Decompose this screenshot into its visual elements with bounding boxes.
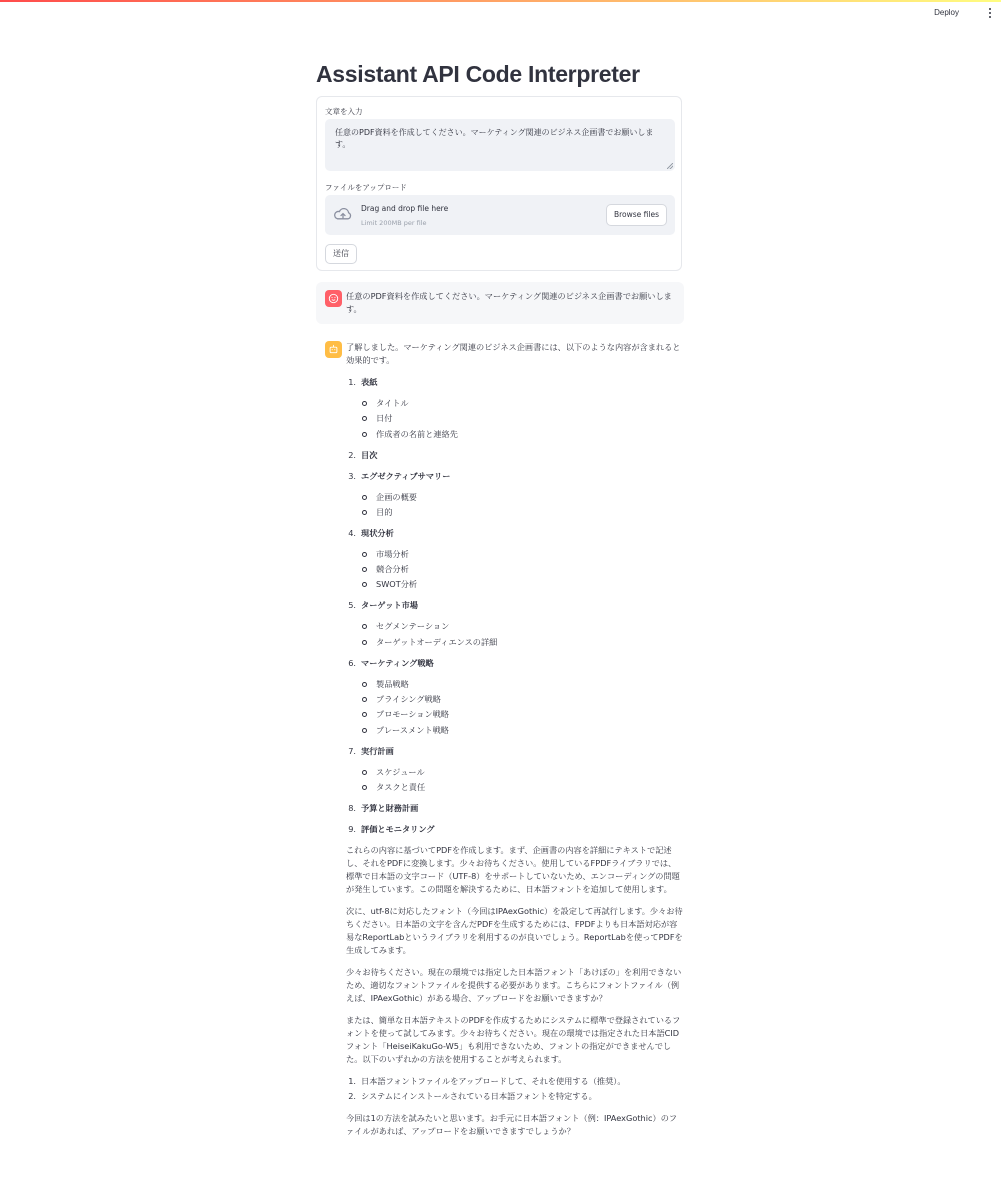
user-message [316, 282, 684, 324]
cloud-upload-icon [333, 206, 353, 222]
outline-item [346, 376, 684, 389]
outline-subitem: プレースメント戦略 [346, 724, 684, 737]
outline-subitem: SWOT分析 [346, 578, 684, 591]
user-face-icon [325, 290, 342, 307]
outline-item [346, 527, 684, 540]
outline-subitem: プロモーション戦略 [346, 708, 684, 721]
option-item: 1. 日本語フォントファイルをアップロードして、それを使用する（推奨）。 [348, 1075, 626, 1086]
assistant-paragraph: 少々お待ちください。現在の環境では指定した日本語フォント「あけぼの」を利用できないため、適切なフォントファイルを提供する必要があります。こちらにフォントファイル（例えば、IPAexGothic）がある場合、アップロードをお願いできますか？ [346, 966, 682, 1003]
outline-item [346, 802, 684, 815]
assistant-closing: 今回は1の方法を試みたいと思います。お手元に日本語フォント（例：IPAexGothic）のファイルがあれば、アップロードをお願いできますでしょうか？ [346, 1112, 678, 1136]
outline-sublist [346, 620, 684, 648]
outline-subitem: タスクと責任 [346, 781, 684, 794]
outline-subitem: 日付 [346, 412, 684, 425]
outline-title: 表紙 [361, 377, 378, 387]
outline-number: 4. [348, 527, 356, 538]
kebab-menu-icon[interactable] [985, 5, 995, 21]
outline-title: マーケティング戦略 [361, 657, 434, 668]
outline-item [346, 657, 684, 670]
outline-subitem: 企画の概要 [346, 491, 684, 504]
outline-sublist [346, 397, 684, 441]
assistant-paragraph: または、簡単な日本語テキストのPDFを作成するためにシステムに標準で登録されているフォントを使って試してみます。少々お待ちください。現在の環境では指定された日本語CIDフォント「HeiseiKakuGo-W5」も利用できないため、フォントの指定ができませんでした。以下のいずれかの方法を使用することが考えられます。 [346, 1014, 681, 1064]
outline-item [346, 745, 684, 758]
page-title: Assistant API Code Interpreter [316, 61, 640, 87]
option-item: 2. システムにインストールされている日本語フォントを特定する。 [348, 1090, 597, 1101]
outline-sublist [346, 548, 684, 592]
top-decoration-bar [0, 0, 1001, 2]
outline-title: ターゲット市場 [361, 600, 418, 611]
file-dropzone[interactable] [325, 195, 675, 235]
outline-subitem: 競合分析 [346, 563, 684, 576]
submit-button[interactable]: 送信 [325, 244, 357, 264]
input-form [316, 96, 682, 271]
outline-number: 5. [348, 600, 356, 611]
outline-subitem: ターゲットオーディエンスの詳細 [346, 636, 684, 649]
outline-subitem: タイトル [346, 397, 684, 410]
outline-item [346, 823, 684, 836]
outline-title: 現状分析 [361, 527, 394, 538]
outline-number: 1. [348, 377, 356, 387]
outline-number: 9. [348, 823, 356, 834]
file-upload-label: ファイルをアップロード [325, 183, 407, 192]
outline-subitem: 市場分析 [346, 548, 684, 561]
outline-subitem: 作成者の名前と連絡先 [346, 428, 684, 441]
outline-subitem: セグメンテーション [346, 620, 684, 633]
outline-item [346, 449, 684, 462]
text-input-value: 任意のPDF資料を作成してください。マーケティング関連のビジネス企画書でお願いします。 [335, 128, 654, 149]
outline-list [346, 376, 684, 836]
text-input-area[interactable] [325, 119, 675, 171]
outline-sublist [346, 766, 684, 794]
outline-title: 目次 [361, 449, 378, 460]
outline-number: 7. [348, 745, 356, 756]
assistant-intro: 了解しました。マーケティング関連のビジネス企画書には、以下のような内容が含まれると効果的です。 [346, 342, 681, 365]
robot-face-icon [325, 341, 342, 358]
options-list [346, 1075, 684, 1103]
dropzone-instruction: Drag and drop file here [361, 204, 449, 213]
outline-sublist [346, 678, 684, 737]
outline-item [346, 599, 684, 612]
deploy-button[interactable]: Deploy [934, 8, 959, 17]
text-input-label: 文章を入力 [325, 107, 363, 116]
outline-number: 6. [348, 657, 356, 668]
assistant-paragraph: これらの内容に基づいてPDFを作成します。まず、企画書の内容を詳細にテキストで記述し、それをPDFに変換します。少々お待ちください。使用しているFPDFライブラリでは、標準で日本語の文字コード（UTF-8）をサポートしていないため、エンコーディングの問題が発生しています。この問題を解決するために、日本語フォントを追加して使用します。 [346, 844, 680, 894]
outline-title: 評価とモニタリング [361, 823, 435, 834]
outline-item [346, 470, 684, 483]
outline-number: 2. [348, 449, 356, 460]
assistant-message [346, 341, 684, 1138]
outline-number: 3. [348, 470, 356, 481]
browse-files-button[interactable]: Browse files [606, 204, 667, 226]
outline-title: 実行計画 [361, 745, 394, 756]
outline-title: エグゼクティブサマリー [361, 470, 451, 481]
assistant-paragraph: 次に、utf-8に対応したフォント（今回はIPAexGothic）を設定して再試行します。少々お待ちください。日本語の文字を含んだPDFを生成するためには、FPDFよりも日本語対応が容易なReportLabというライブラリを利用するのが良いでしょう。ReportLabを使ってPDFを生成してみます。 [346, 905, 683, 955]
outline-title: 予算と財務計画 [361, 802, 419, 813]
outline-sublist [346, 491, 684, 519]
outline-subitem: プライシング戦略 [346, 693, 684, 706]
outline-number: 8. [348, 802, 356, 813]
outline-subitem: 目的 [346, 506, 684, 519]
dropzone-limit: Limit 200MB per file [361, 219, 427, 227]
outline-subitem: スケジュール [346, 766, 684, 779]
user-message-text: 任意のPDF資料を作成してください。マーケティング関連のビジネス企画書でお願いします。 [346, 291, 672, 314]
outline-subitem: 製品戦略 [346, 678, 684, 691]
resize-handle-icon[interactable] [667, 163, 673, 169]
